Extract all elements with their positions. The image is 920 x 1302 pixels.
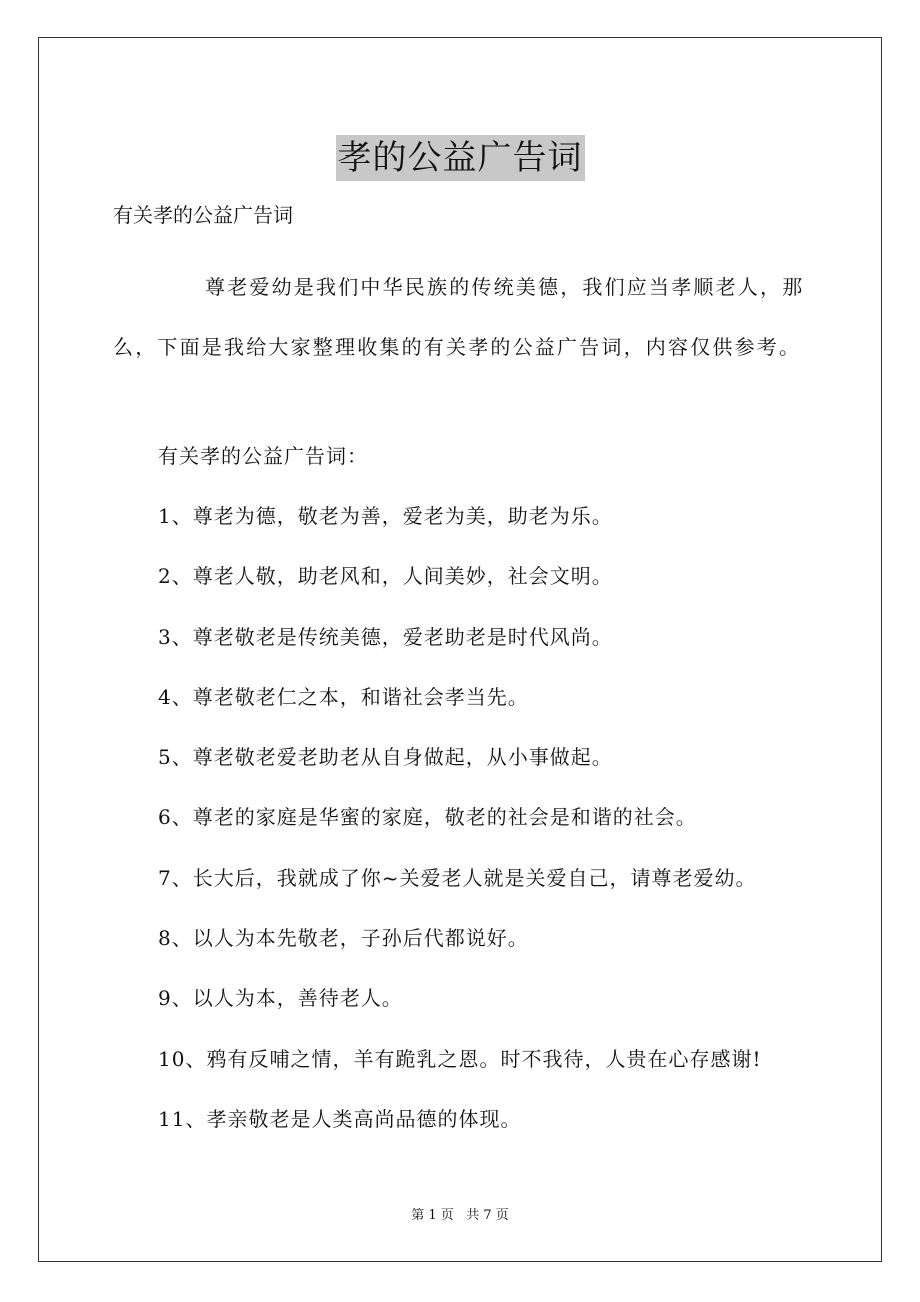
list-item: 11、孝亲敬老是人类高尚品德的体现。 (158, 1106, 522, 1131)
list-item: 9、以人为本，善待老人。 (158, 986, 403, 1011)
list-item: 7、长大后，我就成了你~关爱老人就是关爱自己，请尊老爱幼。 (158, 865, 757, 890)
list-heading: 有关孝的公益广告词： (158, 444, 368, 468)
page-total: 共 7 页 (466, 1208, 509, 1223)
slogan-list (158, 501, 762, 1164)
document-subtitle: 有关孝的公益广告词 (113, 203, 293, 227)
list-item: 5、尊老敬老爱老助老从自身做起，从小事做起。 (158, 745, 613, 770)
page-number: 第 1 页 (411, 1208, 454, 1223)
intro-paragraph: 尊老爱幼是我们中华民族的传统美德，我们应当孝顺老人，那么，下面是我给大家整理收集的有关孝的公益广告词，内容仅供参考。 (113, 275, 805, 359)
intro-paragraph-container (113, 257, 813, 377)
list-item: 8、以人为本先敬老，子孙后代都说好。 (158, 926, 529, 951)
title-container (0, 112, 920, 204)
list-item: 4、尊老敬老仁之本，和谐社会孝当先。 (158, 684, 529, 709)
list-item: 1、尊老为德，敬老为善，爱老为美，助老为乐。 (158, 504, 613, 528)
list-item: 10、鸦有反哺之情，羊有跪乳之恩。时不我待，人贵在心存感谢! (158, 1046, 762, 1071)
list-item: 2、尊老人敬，助老风和，人间美妙，社会文明。 (158, 564, 613, 589)
list-item: 3、尊老敬老是传统美德，爱老助老是时代风尚。 (158, 624, 613, 649)
list-item: 6、尊老的家庭是华蜜的家庭，敬老的社会是和谐的社会。 (158, 805, 697, 830)
document-title: 孝的公益广告词 (336, 135, 585, 181)
page-footer (0, 1206, 920, 1226)
